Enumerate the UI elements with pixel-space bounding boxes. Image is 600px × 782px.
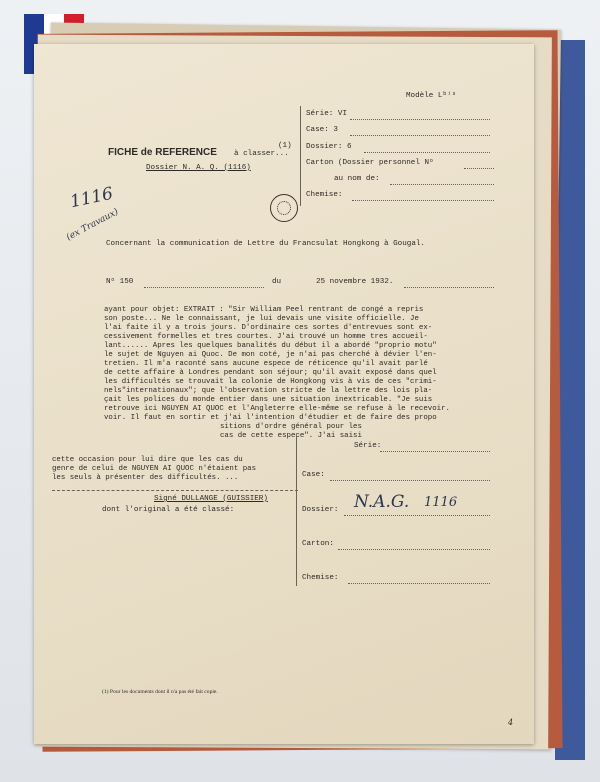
reference-number: Nᵒ 150 [106,278,134,286]
body-line: les difficultés se trouvait la colonie de Hongkong vis à vis de ces "crimi- [104,378,437,386]
body-line: çait les polices du monde entier dans une situation inextricable. "Je suis [104,396,433,404]
lower-serie-label: Série: [354,442,382,450]
lower-chemise-label: Chemise: [302,574,339,582]
handwritten-note: (ex Travaux) [65,207,121,243]
seal-stamp [270,194,298,222]
dossier-label: Dossier: 6 [306,143,352,151]
case-label: Case: 3 [306,126,338,134]
body-line: de cette affaire à Londres pendant son séjour; qu'il avait exposé dans quel [104,369,437,377]
dossier-title: Dossier N. A. Q. (1116) [146,164,251,172]
body-line: l'ai faite il y a trois jours. D'ordinaire ces sortes d'entrevues sont ex- [104,324,433,332]
handwritten-number: 1116 [68,183,115,213]
body-line: sitions d'ordre général pour les [220,423,362,431]
page-number: 4 [508,718,514,727]
au-nom-de-label: au nom de: [334,175,380,183]
form-divider-bottom [296,436,297,586]
body-line: voir. Il faut en sortir et j'ai l'intention d'étudier et de faire des propo [104,414,437,422]
body-line: retrouve ici NGUYEN AI QUOC et l'Angleterre elle-même se refuse à le recevoir. [104,405,450,413]
fiche-suffix: à classer... [234,150,289,158]
serie-label: Série: VI [306,110,348,118]
lower-line: cette occasion pour lui dire que les cas du [52,456,243,464]
original-classe-label: dont l'original a été classé: [102,506,235,514]
lower-line: les seuls à présenter des difficultés. ... [52,474,239,482]
lower-line: genre de celui de NGUYEN AI QUOC n'étaient pas [52,465,257,473]
model-label: Modèle Lᵇⁱˢ [406,92,457,100]
body-line: le sujet de Nguyen ai Quoc. De mon coté, je n'ai pas cherché à dévier l'en- [104,351,437,359]
form-divider-top [300,106,301,206]
body-line: son poste... Ne le connaissant, je lui devais une visite officielle. Je [104,315,419,323]
reference-du: du [272,278,282,286]
concernant-line: Concernant la communication de Lettre du Francsulat Hongkong à Gougal. [106,240,425,248]
reference-card [34,44,534,744]
fiche-title: FICHE de REFERENCE [108,147,217,158]
extract-body [104,306,504,441]
body-line: tretien. Il m'a raconté sans aucune espece de réticence qu'il avait parlé [104,360,428,368]
body-line: ayant pour objet: EXTRAIT : "Sir William Peel rentrant de congé a repris [104,306,424,314]
lower-dossier-label: Dossier: [302,506,339,514]
body-line: nels"internationaux"; que l'observation stricte de la lettre des lois pla- [104,387,433,395]
body-line: cas de cette espece". J'ai saisi [220,432,362,440]
handwritten-dossier: N.A.G. [354,492,410,512]
lower-carton-label: Carton: [302,540,334,548]
lower-case-label: Case: [302,471,325,479]
body-line: lant...... Apres les quelques banalités du début il a abordé "proprio motu" [104,342,437,350]
chemise-label: Chemise: [306,191,343,199]
footnote: (1) Pour les documents dont il n'a pas été fait copie. [102,689,218,695]
signature-line: Signé DULLANGE (GUISSIER) [154,495,268,503]
handwritten-dossier-number: 1116 [424,495,458,510]
body-line: cessivement formelles et tres courtes. J'ai trouvé un homme tres accueil- [104,333,428,341]
lower-left-text [52,456,256,483]
reference-date: 25 novembre 1932. [316,278,394,286]
footnote-mark: (1) [278,142,292,150]
carton-label: Carton (Dossier personnel Nᵒ [306,159,434,167]
